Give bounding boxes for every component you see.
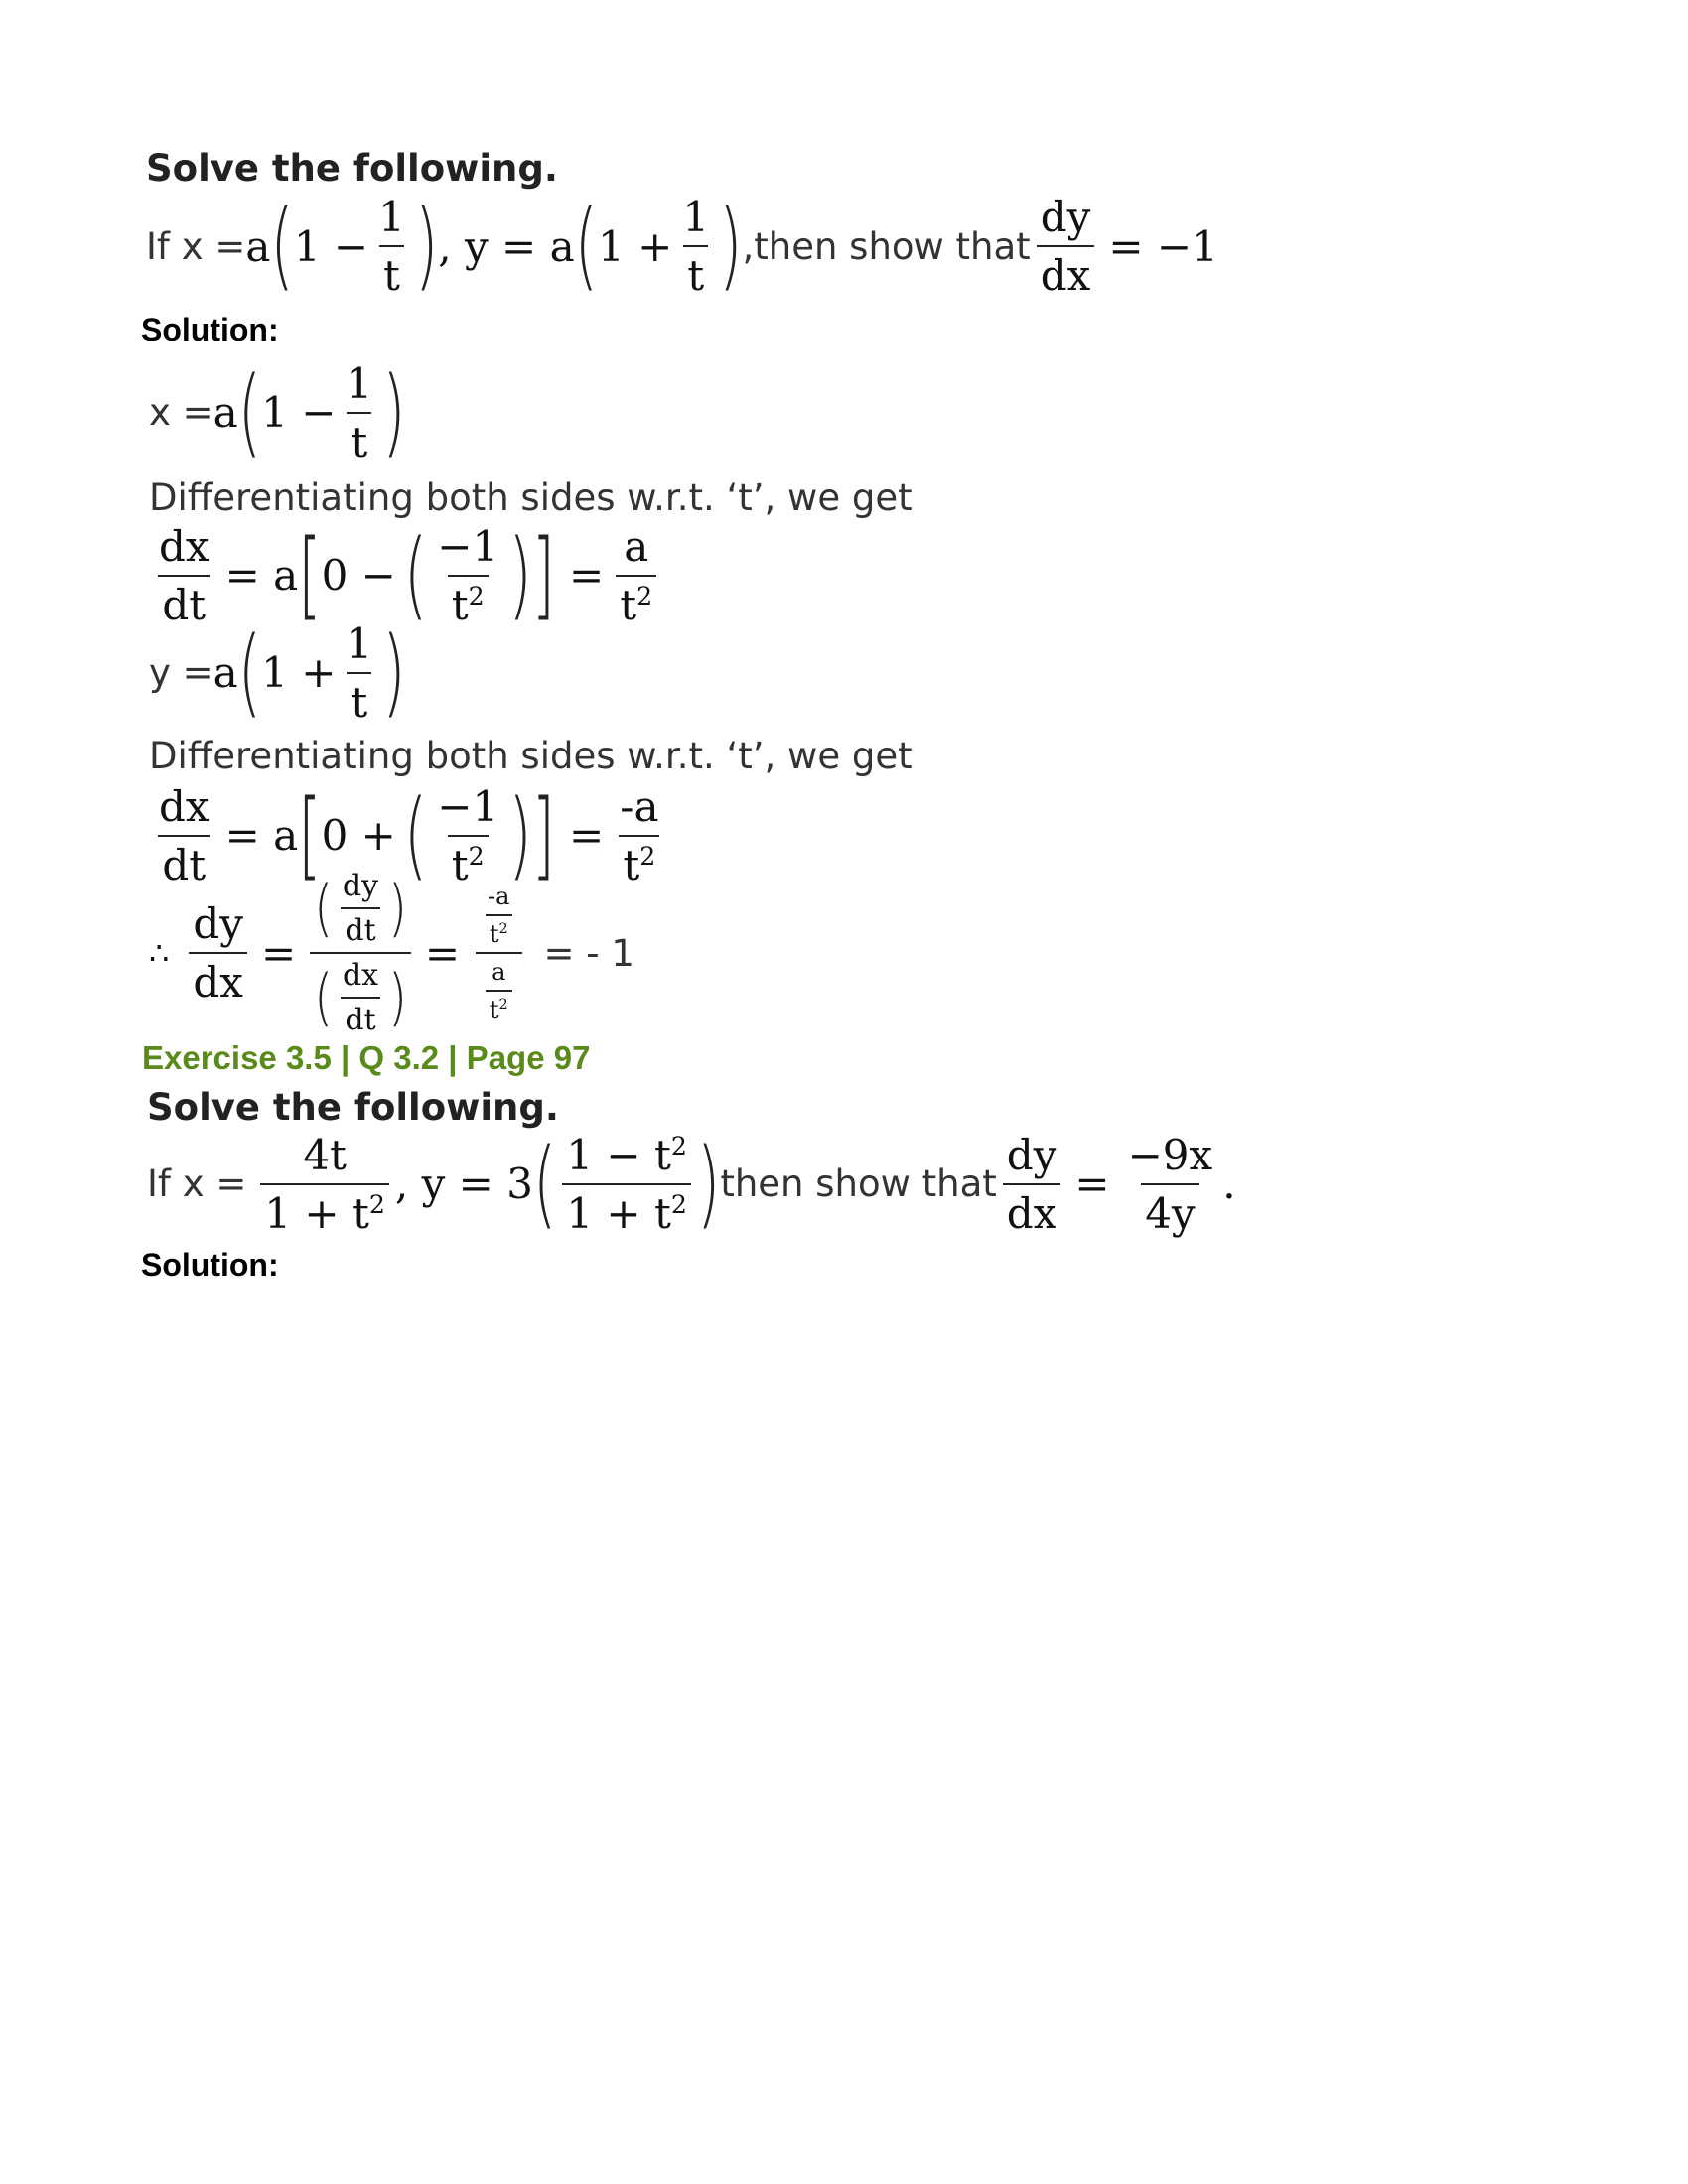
- equation-x: x = a ( 1 − $\frac{1}{t}$ ): [149, 356, 406, 469]
- differentiating-text: Differentiating both sides w.r.t. ‘t’, we get: [149, 477, 913, 519]
- x-lhs: x =: [149, 391, 213, 434]
- equation-y: y = a ( 1 + $\frac{1}{t}$ ): [149, 616, 406, 729]
- equation-dydx: ∴ $\frac{dy}{dx}$ = ( $\frac{dy}{dt}$ ) ( $\frac{dx}{dt}$ ) = $\frac{\frac{-a}{t^2}}{\frac{a}{t^2}}$ = - 1: [149, 869, 634, 1037]
- question-statement: If x = $\frac{4t}{1 + t^2}$ , y = 3 ( $\frac{1 - t^2}{1 + t^2}$ ) then show that $\frac{dy}{dx}$ = $\frac{-9x}{4y}$ .: [147, 1128, 1236, 1240]
- question-heading: Solve the following.: [147, 1086, 559, 1129]
- statement-mid: then show that: [754, 224, 1031, 268]
- equation-dydt: $\frac{dx}{dt}$ = a [ 0 + ( $\frac{-1}{t^2}$ ) ] = $\frac{-a}{t^2}$: [159, 779, 659, 891]
- statement-prefix: If x =: [146, 224, 246, 268]
- statement-mid: then show that: [720, 1162, 997, 1205]
- solution-label: Solution:: [141, 1247, 279, 1283]
- solution-label: Solution:: [141, 312, 279, 347]
- statement-prefix: If x =: [147, 1162, 247, 1205]
- exercise-reference: Exercise 3.5 | Q 3.2 | Page 97: [142, 1039, 591, 1076]
- differentiating-text: Differentiating both sides w.r.t. ‘t’, we get: [149, 735, 913, 777]
- y-lhs: y =: [149, 651, 213, 694]
- statement-result: −1: [1156, 221, 1218, 271]
- question-heading: Solve the following.: [146, 147, 558, 190]
- question-statement: If x = a ( 1 − $\frac{1}{t}$ ) , y = a ( 1 + $\frac{1}{t}$ ) , then show that $\frac{dy}{dx}$ = −1: [146, 191, 1218, 302]
- final-result: = - 1: [543, 931, 634, 975]
- equation-dxdt: $\frac{dx}{dt}$ = a [ 0 − ( $\frac{-1}{t^2}$ ) ] = $\frac{a}{t^2}$: [149, 528, 662, 622]
